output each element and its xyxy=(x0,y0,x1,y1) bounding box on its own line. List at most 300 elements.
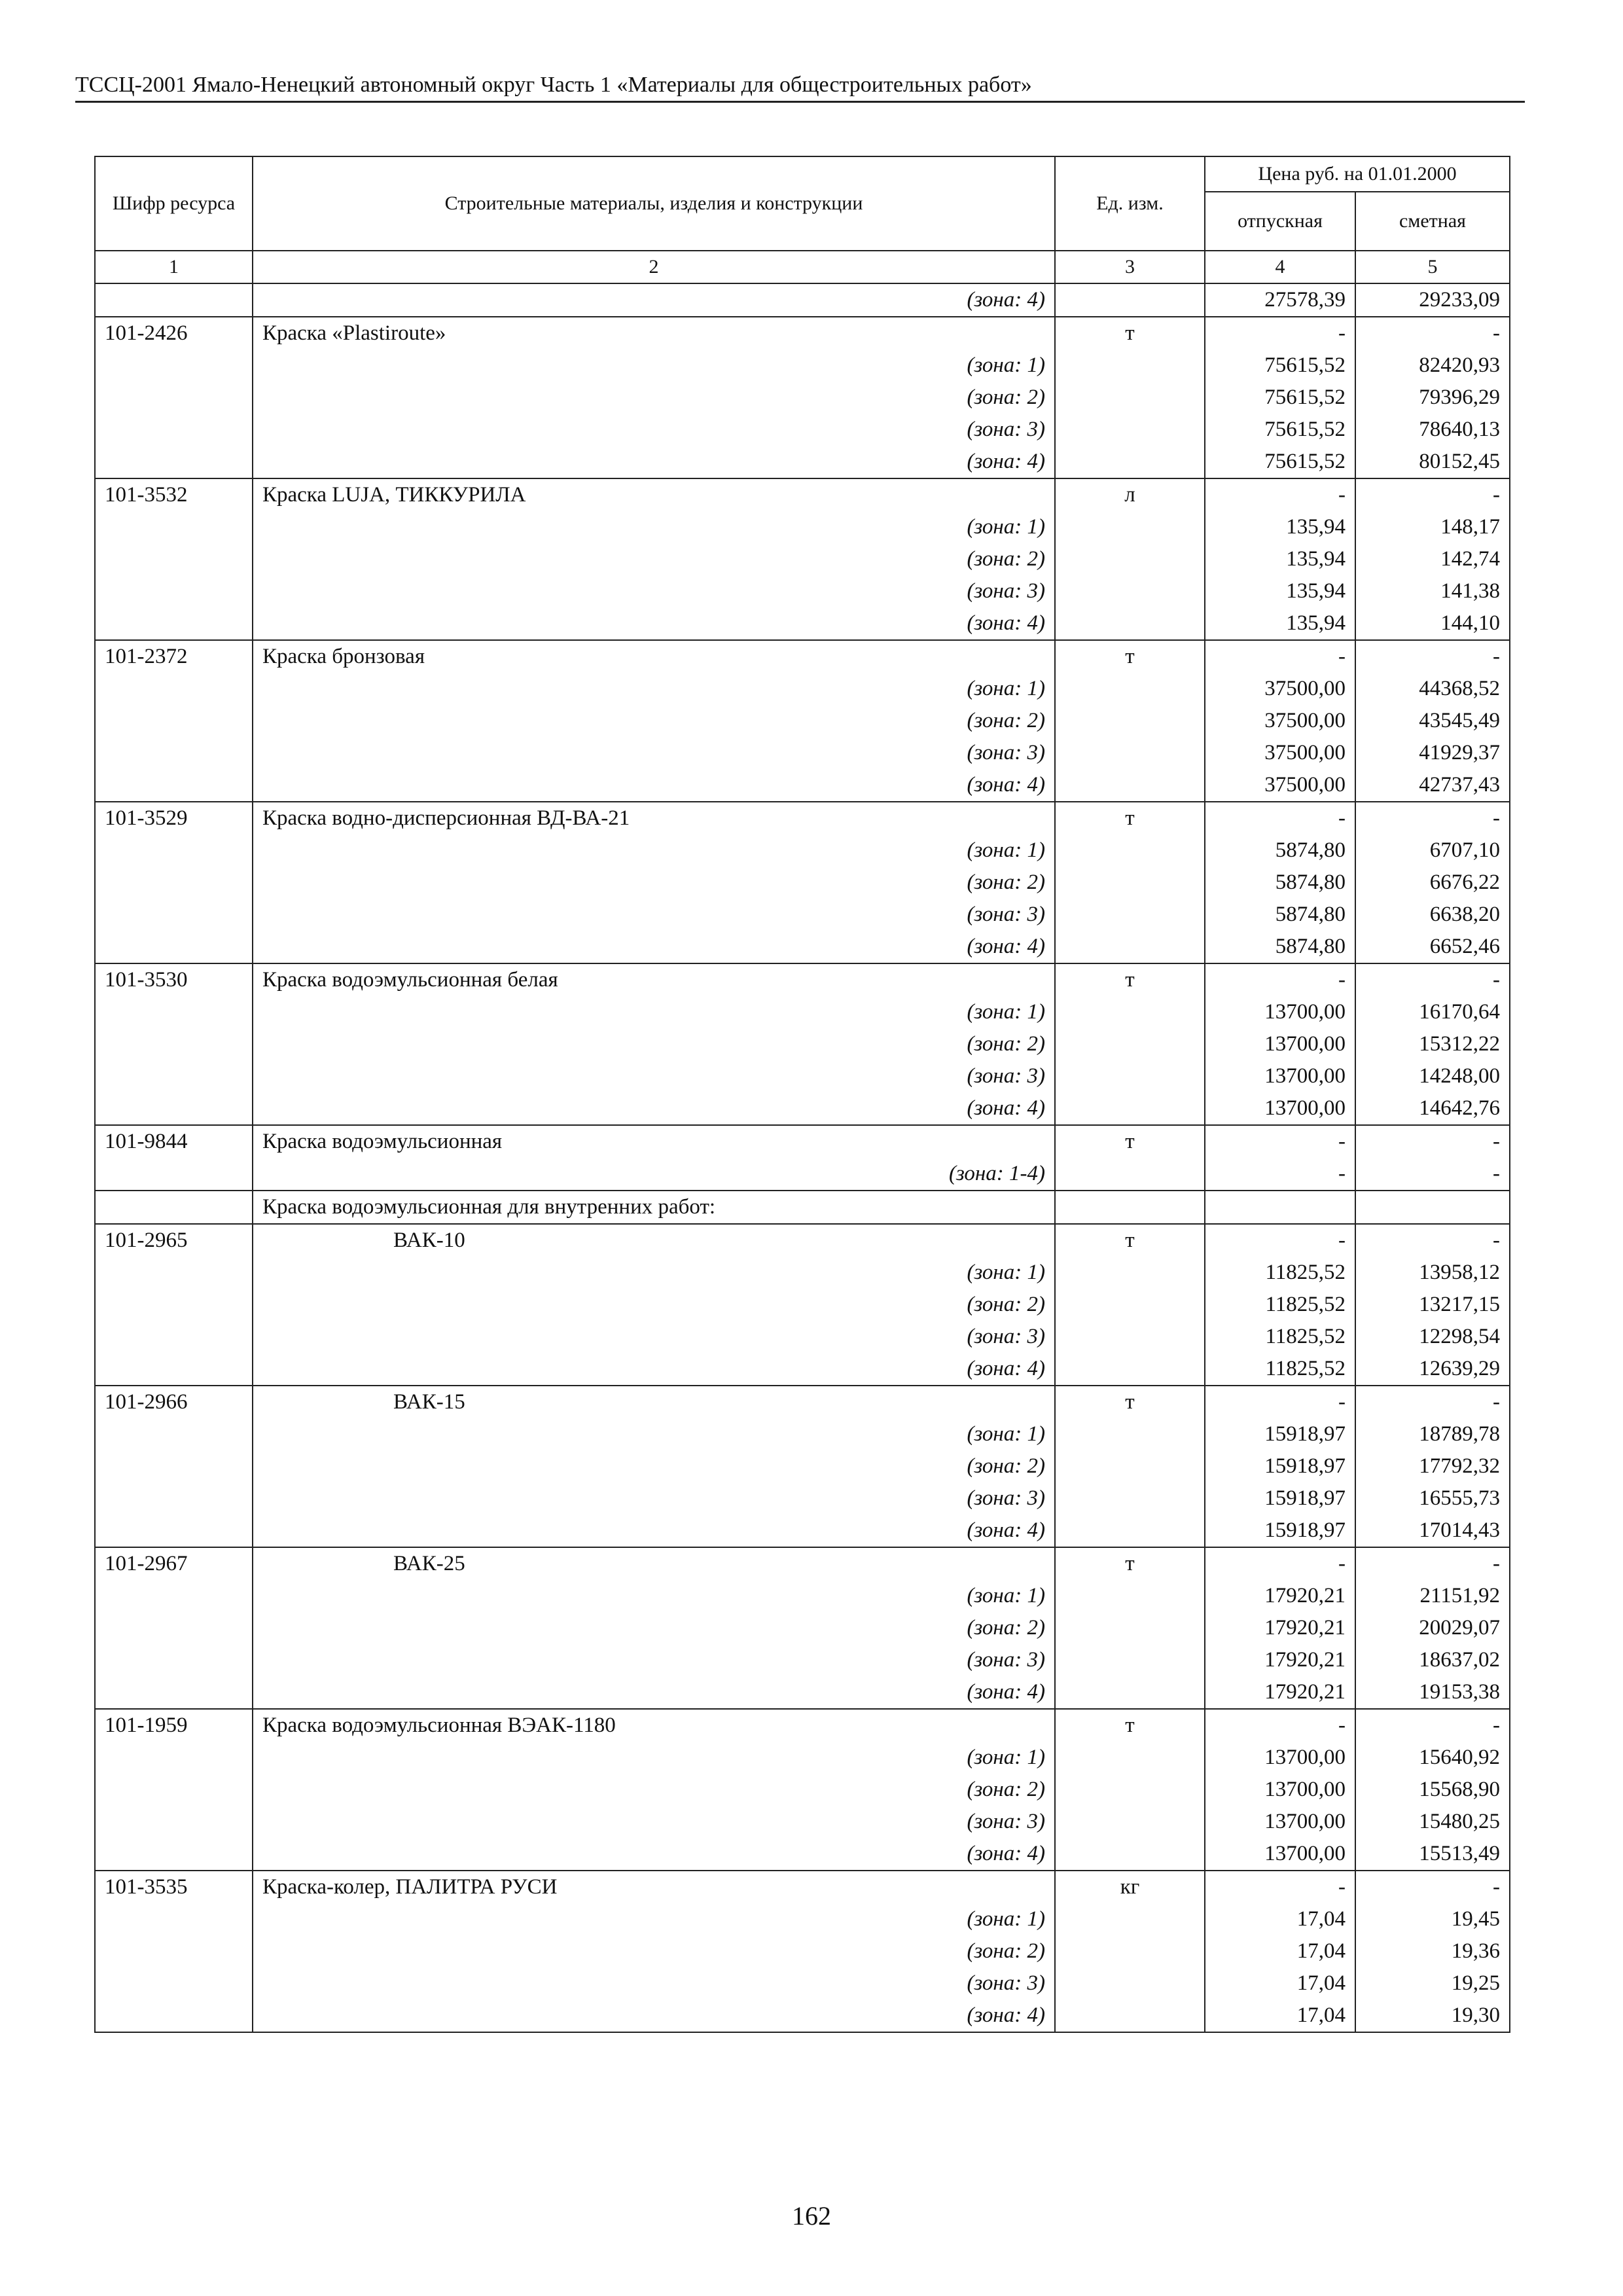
material-name-cell: Краска водоэмульсионная для внутренних работ: xyxy=(253,1191,1055,1224)
release-price-cell: 13700,00 xyxy=(1205,1028,1355,1060)
resource-code-cell xyxy=(95,1935,253,1967)
estimate-price-cell: 80152,45 xyxy=(1355,446,1510,478)
release-price-cell: - xyxy=(1205,1871,1355,1903)
unit-cell xyxy=(1055,607,1205,640)
material-name-cell: Краска «Plastiroute» xyxy=(253,317,1055,350)
unit-cell: т xyxy=(1055,1125,1205,1158)
resource-code-cell: 101-2965 xyxy=(95,1224,253,1257)
table-row xyxy=(95,1612,1510,1644)
unit-cell xyxy=(1055,867,1205,899)
estimate-price-cell: - xyxy=(1355,478,1510,511)
table-row xyxy=(95,867,1510,899)
estimate-price-cell: 14248,00 xyxy=(1355,1060,1510,1092)
unit-cell: л xyxy=(1055,478,1205,511)
resource-code-cell xyxy=(95,1028,253,1060)
resource-code-cell: 101-3532 xyxy=(95,478,253,511)
unit-cell xyxy=(1055,543,1205,575)
resource-code-cell xyxy=(95,1158,253,1191)
table-row xyxy=(95,899,1510,931)
column-header-unit: Ед. изм. xyxy=(1055,156,1205,251)
unit-cell: т xyxy=(1055,317,1205,350)
resource-code-cell xyxy=(95,1257,253,1289)
estimate-price-cell: - xyxy=(1355,963,1510,996)
release-price-cell: 13700,00 xyxy=(1205,1742,1355,1774)
release-price-cell: 17920,21 xyxy=(1205,1580,1355,1612)
resource-code-cell xyxy=(95,283,253,317)
resource-code-cell xyxy=(95,867,253,899)
table-body xyxy=(95,283,1510,2032)
release-price-cell: 15918,97 xyxy=(1205,1515,1355,1547)
estimate-price-cell: 82420,93 xyxy=(1355,350,1510,382)
column-header-price-group: Цена руб. на 01.01.2000 xyxy=(1205,156,1510,192)
unit-cell: т xyxy=(1055,1709,1205,1742)
unit-cell: кг xyxy=(1055,1871,1205,1903)
column-number: 4 xyxy=(1205,251,1355,283)
table-row xyxy=(95,1092,1510,1125)
table-row xyxy=(95,1515,1510,1547)
estimate-price-cell: 18789,78 xyxy=(1355,1418,1510,1450)
table-row xyxy=(95,414,1510,446)
unit-cell xyxy=(1055,1903,1205,1935)
unit-cell xyxy=(1055,283,1205,317)
release-price-cell: 37500,00 xyxy=(1205,737,1355,769)
page-number: 162 xyxy=(792,2201,831,2231)
release-price-cell: - xyxy=(1205,1158,1355,1191)
release-price-cell: 13700,00 xyxy=(1205,996,1355,1028)
resource-code-cell xyxy=(95,1353,253,1386)
release-price-cell: 135,94 xyxy=(1205,543,1355,575)
release-price-cell: 5874,80 xyxy=(1205,867,1355,899)
resource-code-cell xyxy=(95,1060,253,1092)
estimate-price-cell: - xyxy=(1355,1158,1510,1191)
zone-label-cell: (зона: 1) xyxy=(253,1580,1055,1612)
table-row xyxy=(95,1871,1510,1903)
material-name-cell: Краска бронзовая xyxy=(253,640,1055,673)
estimate-price-cell: 15640,92 xyxy=(1355,1742,1510,1774)
release-price-cell: 17920,21 xyxy=(1205,1644,1355,1676)
estimate-price-cell: 16555,73 xyxy=(1355,1482,1510,1515)
release-price-cell: 13700,00 xyxy=(1205,1774,1355,1806)
release-price-cell xyxy=(1205,1191,1355,1224)
column-number: 5 xyxy=(1355,251,1510,283)
table-row xyxy=(95,705,1510,737)
table-row xyxy=(95,1967,1510,2000)
release-price-cell: 17920,21 xyxy=(1205,1612,1355,1644)
resource-code-cell xyxy=(95,1515,253,1547)
zone-label-cell: (зона: 4) xyxy=(253,1676,1055,1709)
table-row xyxy=(95,1644,1510,1676)
estimate-price-cell: 79396,29 xyxy=(1355,382,1510,414)
table-row xyxy=(95,317,1510,350)
release-price-cell: 15918,97 xyxy=(1205,1482,1355,1515)
estimate-price-cell: 78640,13 xyxy=(1355,414,1510,446)
table-row xyxy=(95,1742,1510,1774)
estimate-price-cell: 41929,37 xyxy=(1355,737,1510,769)
table-row xyxy=(95,283,1510,317)
estimate-price-cell xyxy=(1355,1191,1510,1224)
release-price-cell: 75615,52 xyxy=(1205,382,1355,414)
estimate-price-cell: 13958,12 xyxy=(1355,1257,1510,1289)
estimate-price-cell: 12639,29 xyxy=(1355,1353,1510,1386)
zone-label-cell: (зона: 4) xyxy=(253,769,1055,802)
zone-label-cell: (зона: 3) xyxy=(253,575,1055,607)
unit-cell xyxy=(1055,1289,1205,1321)
release-price-cell: 17,04 xyxy=(1205,2000,1355,2032)
table-row xyxy=(95,640,1510,673)
zone-label-cell: (зона: 2) xyxy=(253,1028,1055,1060)
zone-label-cell: (зона: 4) xyxy=(253,1838,1055,1871)
resource-code-cell xyxy=(95,1903,253,1935)
resource-code-cell xyxy=(95,446,253,478)
resource-code-cell xyxy=(95,899,253,931)
table-row xyxy=(95,2000,1510,2032)
unit-cell xyxy=(1055,1257,1205,1289)
release-price-cell: 135,94 xyxy=(1205,511,1355,543)
unit-cell xyxy=(1055,2000,1205,2032)
unit-cell xyxy=(1055,350,1205,382)
estimate-price-cell: 21151,92 xyxy=(1355,1580,1510,1612)
resource-code-cell xyxy=(95,1418,253,1450)
estimate-price-cell: 19,36 xyxy=(1355,1935,1510,1967)
resource-code-cell xyxy=(95,350,253,382)
zone-label-cell: (зона: 2) xyxy=(253,382,1055,414)
resource-code-cell xyxy=(95,705,253,737)
release-price-cell: 5874,80 xyxy=(1205,834,1355,867)
zone-label-cell: (зона: 1) xyxy=(253,350,1055,382)
unit-cell xyxy=(1055,1353,1205,1386)
zone-label-cell: (зона: 1) xyxy=(253,996,1055,1028)
estimate-price-cell: 15480,25 xyxy=(1355,1806,1510,1838)
resource-code-cell: 101-9844 xyxy=(95,1125,253,1158)
unit-cell xyxy=(1055,1774,1205,1806)
estimate-price-cell: 15513,49 xyxy=(1355,1838,1510,1871)
release-price-cell: 11825,52 xyxy=(1205,1353,1355,1386)
estimate-price-cell: - xyxy=(1355,1871,1510,1903)
release-price-cell: 15918,97 xyxy=(1205,1418,1355,1450)
column-number: 1 xyxy=(95,251,253,283)
zone-label-cell: (зона: 1) xyxy=(253,673,1055,705)
resource-code-cell xyxy=(95,1774,253,1806)
resource-code-cell: 101-2372 xyxy=(95,640,253,673)
resource-code-cell xyxy=(95,1742,253,1774)
table-row xyxy=(95,1224,1510,1257)
table-row xyxy=(95,1903,1510,1935)
material-name-cell: Краска LUJA, ТИККУРИЛА xyxy=(253,478,1055,511)
table-row xyxy=(95,478,1510,511)
zone-label-cell: (зона: 3) xyxy=(253,737,1055,769)
unit-cell xyxy=(1055,1418,1205,1450)
column-header-release-price: отпускная xyxy=(1205,192,1355,251)
table-row xyxy=(95,446,1510,478)
unit-cell xyxy=(1055,1092,1205,1125)
zone-label-cell: (зона: 3) xyxy=(253,1806,1055,1838)
estimate-price-cell: 17014,43 xyxy=(1355,1515,1510,1547)
estimate-price-cell: 19,30 xyxy=(1355,2000,1510,2032)
table-row xyxy=(95,607,1510,640)
estimate-price-cell: - xyxy=(1355,640,1510,673)
release-price-cell: 17,04 xyxy=(1205,1903,1355,1935)
unit-cell xyxy=(1055,931,1205,963)
resource-code-cell xyxy=(95,1191,253,1224)
resource-code-cell: 101-1959 xyxy=(95,1709,253,1742)
release-price-cell: - xyxy=(1205,1547,1355,1580)
table-row xyxy=(95,1418,1510,1450)
material-name-cell: Краска водоэмульсионная ВЭАК-1180 xyxy=(253,1709,1055,1742)
resource-code-cell xyxy=(95,1612,253,1644)
estimate-price-cell: 19,25 xyxy=(1355,1967,1510,2000)
table-row xyxy=(95,834,1510,867)
zone-label-cell: (зона: 2) xyxy=(253,1450,1055,1482)
zone-label-cell: (зона: 3) xyxy=(253,1060,1055,1092)
estimate-price-cell: 12298,54 xyxy=(1355,1321,1510,1353)
estimate-price-cell: - xyxy=(1355,317,1510,350)
unit-cell xyxy=(1055,511,1205,543)
unit-cell xyxy=(1055,382,1205,414)
column-number: 2 xyxy=(253,251,1055,283)
zone-label-cell: (зона: 4) xyxy=(253,1515,1055,1547)
unit-cell xyxy=(1055,769,1205,802)
release-price-cell: - xyxy=(1205,1386,1355,1418)
release-price-cell: 27578,39 xyxy=(1205,283,1355,317)
unit-cell xyxy=(1055,1612,1205,1644)
unit-cell xyxy=(1055,673,1205,705)
table-row xyxy=(95,1125,1510,1158)
zone-label-cell: (зона: 1) xyxy=(253,1742,1055,1774)
table-row xyxy=(95,802,1510,834)
unit-cell xyxy=(1055,1580,1205,1612)
release-price-cell: - xyxy=(1205,640,1355,673)
resource-code-cell xyxy=(95,1092,253,1125)
zone-label-cell: (зона: 4) xyxy=(253,1353,1055,1386)
release-price-cell: 11825,52 xyxy=(1205,1257,1355,1289)
unit-cell: т xyxy=(1055,1386,1205,1418)
resource-code-cell xyxy=(95,931,253,963)
unit-cell xyxy=(1055,1060,1205,1092)
estimate-price-cell: 14642,76 xyxy=(1355,1092,1510,1125)
release-price-cell: 17920,21 xyxy=(1205,1676,1355,1709)
zone-label-cell: (зона: 2) xyxy=(253,1774,1055,1806)
zone-label-cell: (зона: 4) xyxy=(253,931,1055,963)
table-row xyxy=(95,1547,1510,1580)
resource-code-cell xyxy=(95,737,253,769)
estimate-price-cell: 44368,52 xyxy=(1355,673,1510,705)
release-price-cell: 11825,52 xyxy=(1205,1289,1355,1321)
estimate-price-cell: 29233,09 xyxy=(1355,283,1510,317)
material-name-cell: Краска-колер, ПАЛИТРА РУСИ xyxy=(253,1871,1055,1903)
release-price-cell: 75615,52 xyxy=(1205,414,1355,446)
table-row xyxy=(95,350,1510,382)
zone-label-cell: (зона: 2) xyxy=(253,705,1055,737)
resource-code-cell: 101-3530 xyxy=(95,963,253,996)
zone-label-cell: (зона: 1-4) xyxy=(253,1158,1055,1191)
release-price-cell: 75615,52 xyxy=(1205,350,1355,382)
table-row xyxy=(95,1321,1510,1353)
material-name-cell: ВАК-25 xyxy=(253,1547,1055,1580)
table-row xyxy=(95,996,1510,1028)
release-price-cell: - xyxy=(1205,963,1355,996)
release-price-cell: - xyxy=(1205,478,1355,511)
price-table xyxy=(94,156,1510,2033)
zone-label-cell: (зона: 2) xyxy=(253,1612,1055,1644)
column-header-estimate-price: сметная xyxy=(1355,192,1510,251)
estimate-price-cell: 15312,22 xyxy=(1355,1028,1510,1060)
release-price-cell: 11825,52 xyxy=(1205,1321,1355,1353)
zone-label-cell: (зона: 3) xyxy=(253,1644,1055,1676)
unit-cell: т xyxy=(1055,1547,1205,1580)
table-row xyxy=(95,1257,1510,1289)
unit-cell: т xyxy=(1055,640,1205,673)
table-row xyxy=(95,963,1510,996)
resource-code-cell xyxy=(95,607,253,640)
unit-cell xyxy=(1055,737,1205,769)
zone-label-cell: (зона: 1) xyxy=(253,1257,1055,1289)
unit-cell xyxy=(1055,414,1205,446)
estimate-price-cell: 19153,38 xyxy=(1355,1676,1510,1709)
unit-cell xyxy=(1055,834,1205,867)
unit-cell xyxy=(1055,1935,1205,1967)
unit-cell xyxy=(1055,899,1205,931)
zone-label-cell: (зона: 4) xyxy=(253,1092,1055,1125)
material-name-cell: Краска водоэмульсионная xyxy=(253,1125,1055,1158)
table-row xyxy=(95,931,1510,963)
zone-label-cell: (зона: 2) xyxy=(253,1935,1055,1967)
unit-cell xyxy=(1055,1676,1205,1709)
release-price-cell: 13700,00 xyxy=(1205,1060,1355,1092)
resource-code-cell: 101-3535 xyxy=(95,1871,253,1903)
resource-code-cell xyxy=(95,1644,253,1676)
resource-code-cell xyxy=(95,1289,253,1321)
table-row xyxy=(95,382,1510,414)
estimate-price-cell: 17792,32 xyxy=(1355,1450,1510,1482)
release-price-cell: 75615,52 xyxy=(1205,446,1355,478)
estimate-price-cell: 19,45 xyxy=(1355,1903,1510,1935)
estimate-price-cell: - xyxy=(1355,1224,1510,1257)
unit-cell xyxy=(1055,1967,1205,2000)
unit-cell xyxy=(1055,1450,1205,1482)
estimate-price-cell: 43545,49 xyxy=(1355,705,1510,737)
estimate-price-cell: 148,17 xyxy=(1355,511,1510,543)
resource-code-cell xyxy=(95,2000,253,2032)
resource-code-cell xyxy=(95,673,253,705)
estimate-price-cell: 13217,15 xyxy=(1355,1289,1510,1321)
table-row xyxy=(95,1060,1510,1092)
table-row xyxy=(95,543,1510,575)
table-row xyxy=(95,1450,1510,1482)
table-row xyxy=(95,1158,1510,1191)
zone-label-cell: (зона: 4) xyxy=(253,607,1055,640)
zone-label-cell: (зона: 2) xyxy=(253,543,1055,575)
release-price-cell: 17,04 xyxy=(1205,1967,1355,2000)
release-price-cell: - xyxy=(1205,317,1355,350)
table-row xyxy=(95,1353,1510,1386)
release-price-cell: 13700,00 xyxy=(1205,1806,1355,1838)
page-header: ТССЦ-2001 Ямало-Ненецкий автономный округ Часть 1 «Материалы для общестроительных работ» xyxy=(75,71,1525,103)
unit-cell xyxy=(1055,1515,1205,1547)
table-header xyxy=(95,156,1510,283)
estimate-price-cell: 144,10 xyxy=(1355,607,1510,640)
unit-cell xyxy=(1055,1806,1205,1838)
unit-cell: т xyxy=(1055,963,1205,996)
material-name-cell: ВАК-10 xyxy=(253,1224,1055,1257)
table-row xyxy=(95,737,1510,769)
resource-code-cell xyxy=(95,1676,253,1709)
table-row xyxy=(95,511,1510,543)
resource-code-cell: 101-2426 xyxy=(95,317,253,350)
resource-code-cell xyxy=(95,1967,253,2000)
unit-cell xyxy=(1055,1028,1205,1060)
table-row xyxy=(95,1838,1510,1871)
table-row xyxy=(95,1191,1510,1224)
column-header-name: Строительные материалы, изделия и конструкции xyxy=(253,156,1055,251)
table-row xyxy=(95,1028,1510,1060)
estimate-price-cell: 6652,46 xyxy=(1355,931,1510,963)
release-price-cell: 13700,00 xyxy=(1205,1092,1355,1125)
estimate-price-cell: - xyxy=(1355,802,1510,834)
zone-label-cell: (зона: 4) xyxy=(253,2000,1055,2032)
resource-code-cell xyxy=(95,382,253,414)
release-price-cell: - xyxy=(1205,1224,1355,1257)
zone-label-cell: (зона: 3) xyxy=(253,1967,1055,2000)
resource-code-cell xyxy=(95,1580,253,1612)
resource-code-cell: 101-2966 xyxy=(95,1386,253,1418)
table-row xyxy=(95,1482,1510,1515)
estimate-price-cell: - xyxy=(1355,1547,1510,1580)
zone-label-cell: (зона: 3) xyxy=(253,1321,1055,1353)
release-price-cell: 135,94 xyxy=(1205,607,1355,640)
release-price-cell: 37500,00 xyxy=(1205,673,1355,705)
material-name-cell: Краска водно-дисперсионная ВД-ВА-21 xyxy=(253,802,1055,834)
estimate-price-cell: - xyxy=(1355,1709,1510,1742)
estimate-price-cell: 18637,02 xyxy=(1355,1644,1510,1676)
material-name-cell: ВАК-15 xyxy=(253,1386,1055,1418)
resource-code-cell xyxy=(95,1321,253,1353)
unit-cell xyxy=(1055,446,1205,478)
release-price-cell: 17,04 xyxy=(1205,1935,1355,1967)
estimate-price-cell: 6707,10 xyxy=(1355,834,1510,867)
estimate-price-cell: 142,74 xyxy=(1355,543,1510,575)
table-row xyxy=(95,1386,1510,1418)
unit-cell xyxy=(1055,1838,1205,1871)
unit-cell xyxy=(1055,705,1205,737)
release-price-cell: 37500,00 xyxy=(1205,769,1355,802)
table-row xyxy=(95,575,1510,607)
resource-code-cell xyxy=(95,543,253,575)
estimate-price-cell: - xyxy=(1355,1125,1510,1158)
resource-code-cell xyxy=(95,834,253,867)
resource-code-cell xyxy=(95,996,253,1028)
release-price-cell: 13700,00 xyxy=(1205,1838,1355,1871)
unit-cell xyxy=(1055,1644,1205,1676)
zone-label-cell: (зона: 3) xyxy=(253,899,1055,931)
release-price-cell: 15918,97 xyxy=(1205,1450,1355,1482)
release-price-cell: - xyxy=(1205,802,1355,834)
zone-label-cell: (зона: 2) xyxy=(253,1289,1055,1321)
table-row xyxy=(95,769,1510,802)
estimate-price-cell: 16170,64 xyxy=(1355,996,1510,1028)
resource-code-cell xyxy=(95,414,253,446)
zone-label-cell: (зона: 1) xyxy=(253,511,1055,543)
table-row xyxy=(95,1580,1510,1612)
unit-cell xyxy=(1055,1158,1205,1191)
unit-cell: т xyxy=(1055,802,1205,834)
zone-label-cell: (зона: 1) xyxy=(253,1903,1055,1935)
resource-code-cell xyxy=(95,511,253,543)
resource-code-cell xyxy=(95,575,253,607)
resource-code-cell xyxy=(95,1450,253,1482)
material-name-cell: Краска водоэмульсионная белая xyxy=(253,963,1055,996)
zone-label-cell: (зона: 4) xyxy=(253,446,1055,478)
zone-label-cell: (зона: 1) xyxy=(253,1418,1055,1450)
